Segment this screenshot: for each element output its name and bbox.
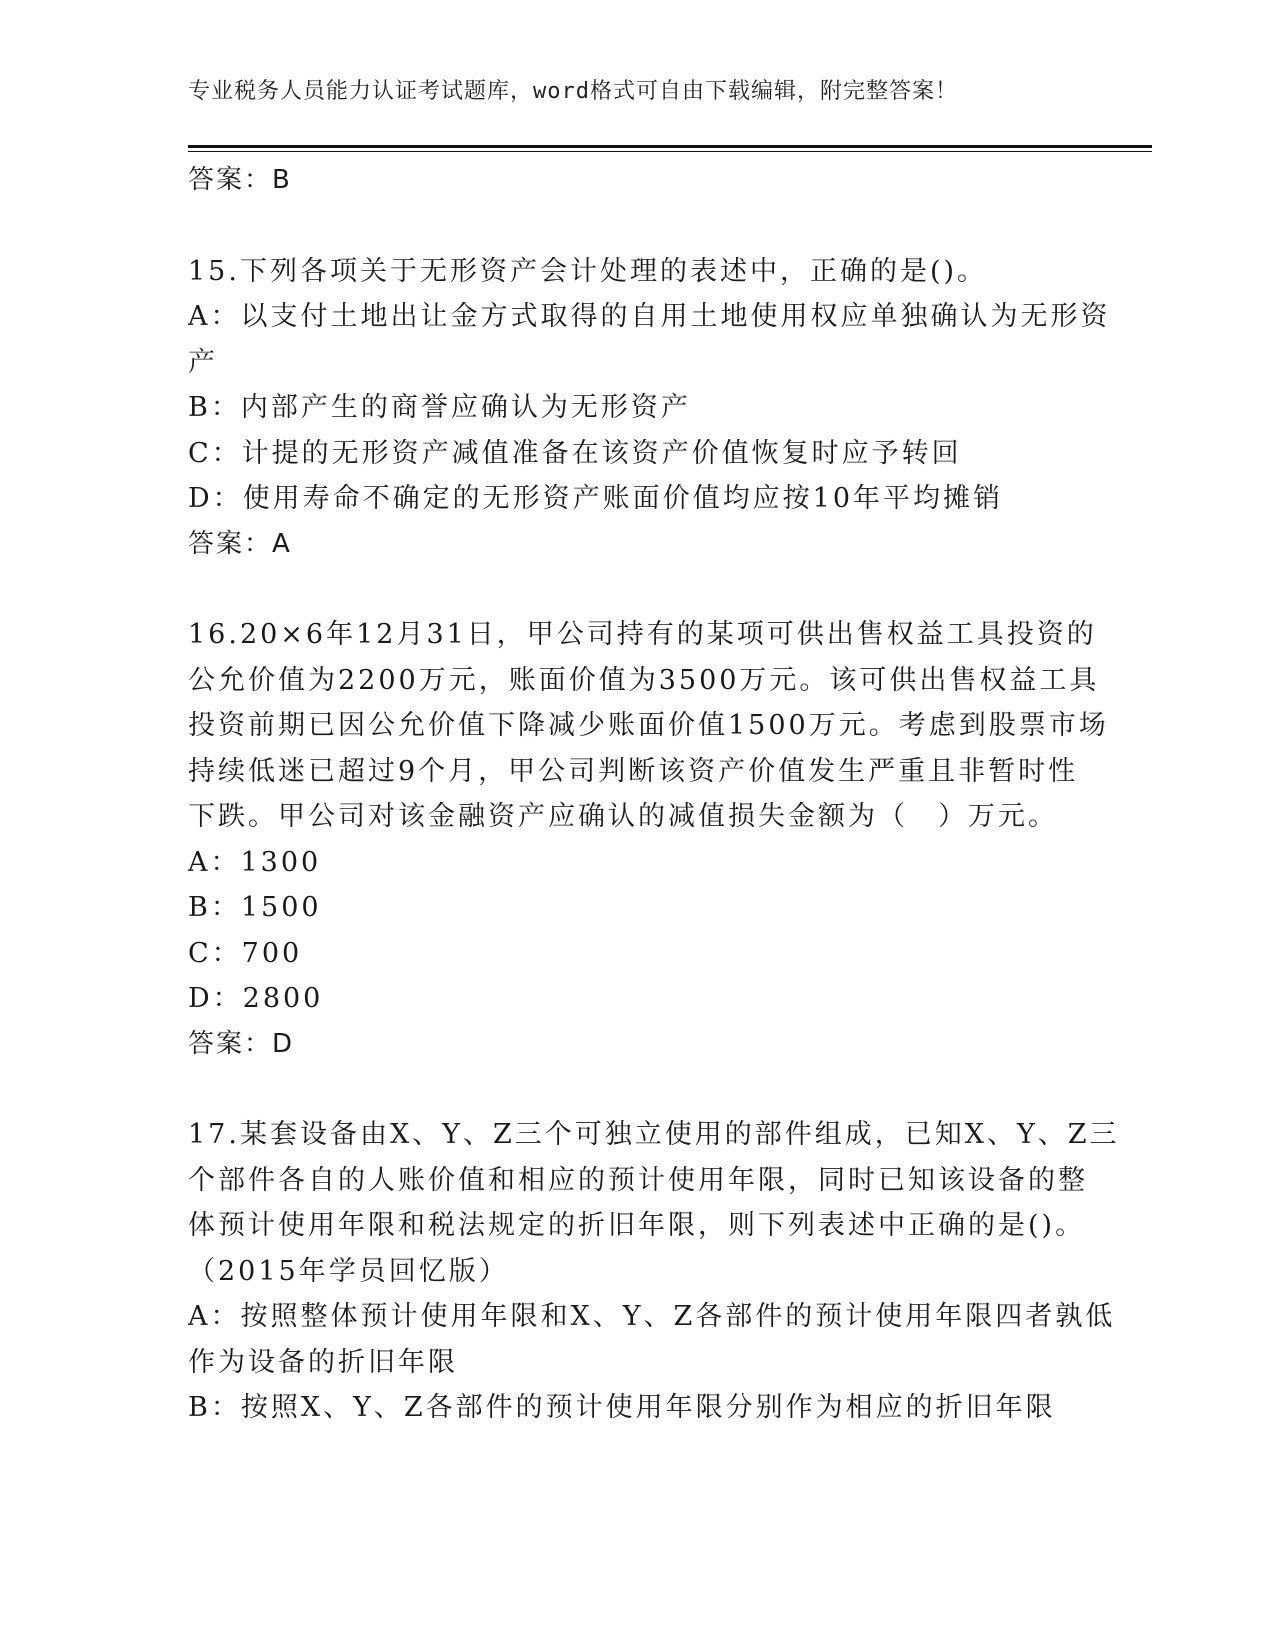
question-17-stem-line-3: 体预计使用年限和税法规定的折旧年限，则下列表述中正确的是()。 <box>188 1210 1086 1241</box>
question-15-option-a-cont: 产 <box>188 346 218 378</box>
question-17-source-note: （2015年学员回忆版） <box>188 1255 509 1287</box>
question-15-stem: 15.下列各项关于无形资产会计处理的表述中，正确的是()。 <box>188 255 988 287</box>
question-15-option-a: A：以支付土地出让金方式取得的自用土地使用权应单独确认为无形资 <box>188 301 1111 332</box>
question-16-stem-line-3: 投资前期已因公允价值下降减少账面价值1500万元。考虑到股票市场 <box>188 710 1109 741</box>
page-header: 专业税务人员能力认证考试题库，word格式可自由下载编辑，附完整答案！ <box>188 79 958 104</box>
question-16-stem-line-4: 持续低迷已超过9个月，甲公司判断该资产价值发生严重且非暂时性 <box>188 755 1079 787</box>
spacer <box>188 1067 1088 1112</box>
header-rule-thick <box>188 145 1152 148</box>
question-16-stem-line-5: 下跌。甲公司对该金融资产应确认的减值损失金额为（ ）万元。 <box>188 801 1058 832</box>
spacer <box>188 567 1088 612</box>
spacer <box>188 204 1088 249</box>
question-16-option-d: D：2800 <box>188 983 324 1014</box>
question-16-option-b: B：1500 <box>188 892 322 923</box>
question-17-stem-line-2: 个部件各自的人账价值和相应的预计使用年限，同时已知该设备的整 <box>188 1164 1088 1196</box>
question-16-option-c: C：700 <box>188 937 303 969</box>
header-rule-thin <box>188 151 1152 152</box>
question-17-option-b: B：按照X、Y、Z各部件的预计使用年限分别作为相应的折旧年限 <box>188 1392 1056 1423</box>
question-17-option-a-cont: 作为设备的折旧年限 <box>188 1346 458 1378</box>
question-17-option-a: A：按照整体预计使用年限和X、Y、Z各部件的预计使用年限四者孰低 <box>188 1301 1116 1332</box>
answer-line: 答案：B <box>188 165 292 195</box>
question-16-stem-line-2: 公允价值为2200万元，账面价值为3500万元。该可供出售权益工具 <box>188 664 1100 696</box>
question-15-option-c: C：计提的无形资产减值准备在该资产价值恢复时应予转回 <box>188 437 962 469</box>
question-17-stem-line-1: 17.某套设备由X、Y、Z三个可独立使用的部件组成，已知X、Y、Z三 <box>188 1119 1120 1150</box>
question-15-answer: 答案：A <box>188 528 292 559</box>
question-16-option-a: A：1300 <box>188 846 322 878</box>
question-15-option-d: D：使用寿命不确定的无形资产账面价值均应按10年平均摊销 <box>188 483 1004 514</box>
document-body <box>188 158 1120 1431</box>
question-16-answer: 答案：D <box>188 1028 295 1059</box>
question-15-option-b: B：内部产生的商誉应确认为无形资产 <box>188 392 691 423</box>
question-16-stem-line-1: 16.20×6年12月31日，甲公司持有的某项可供出售权益工具投资的 <box>188 619 1097 650</box>
